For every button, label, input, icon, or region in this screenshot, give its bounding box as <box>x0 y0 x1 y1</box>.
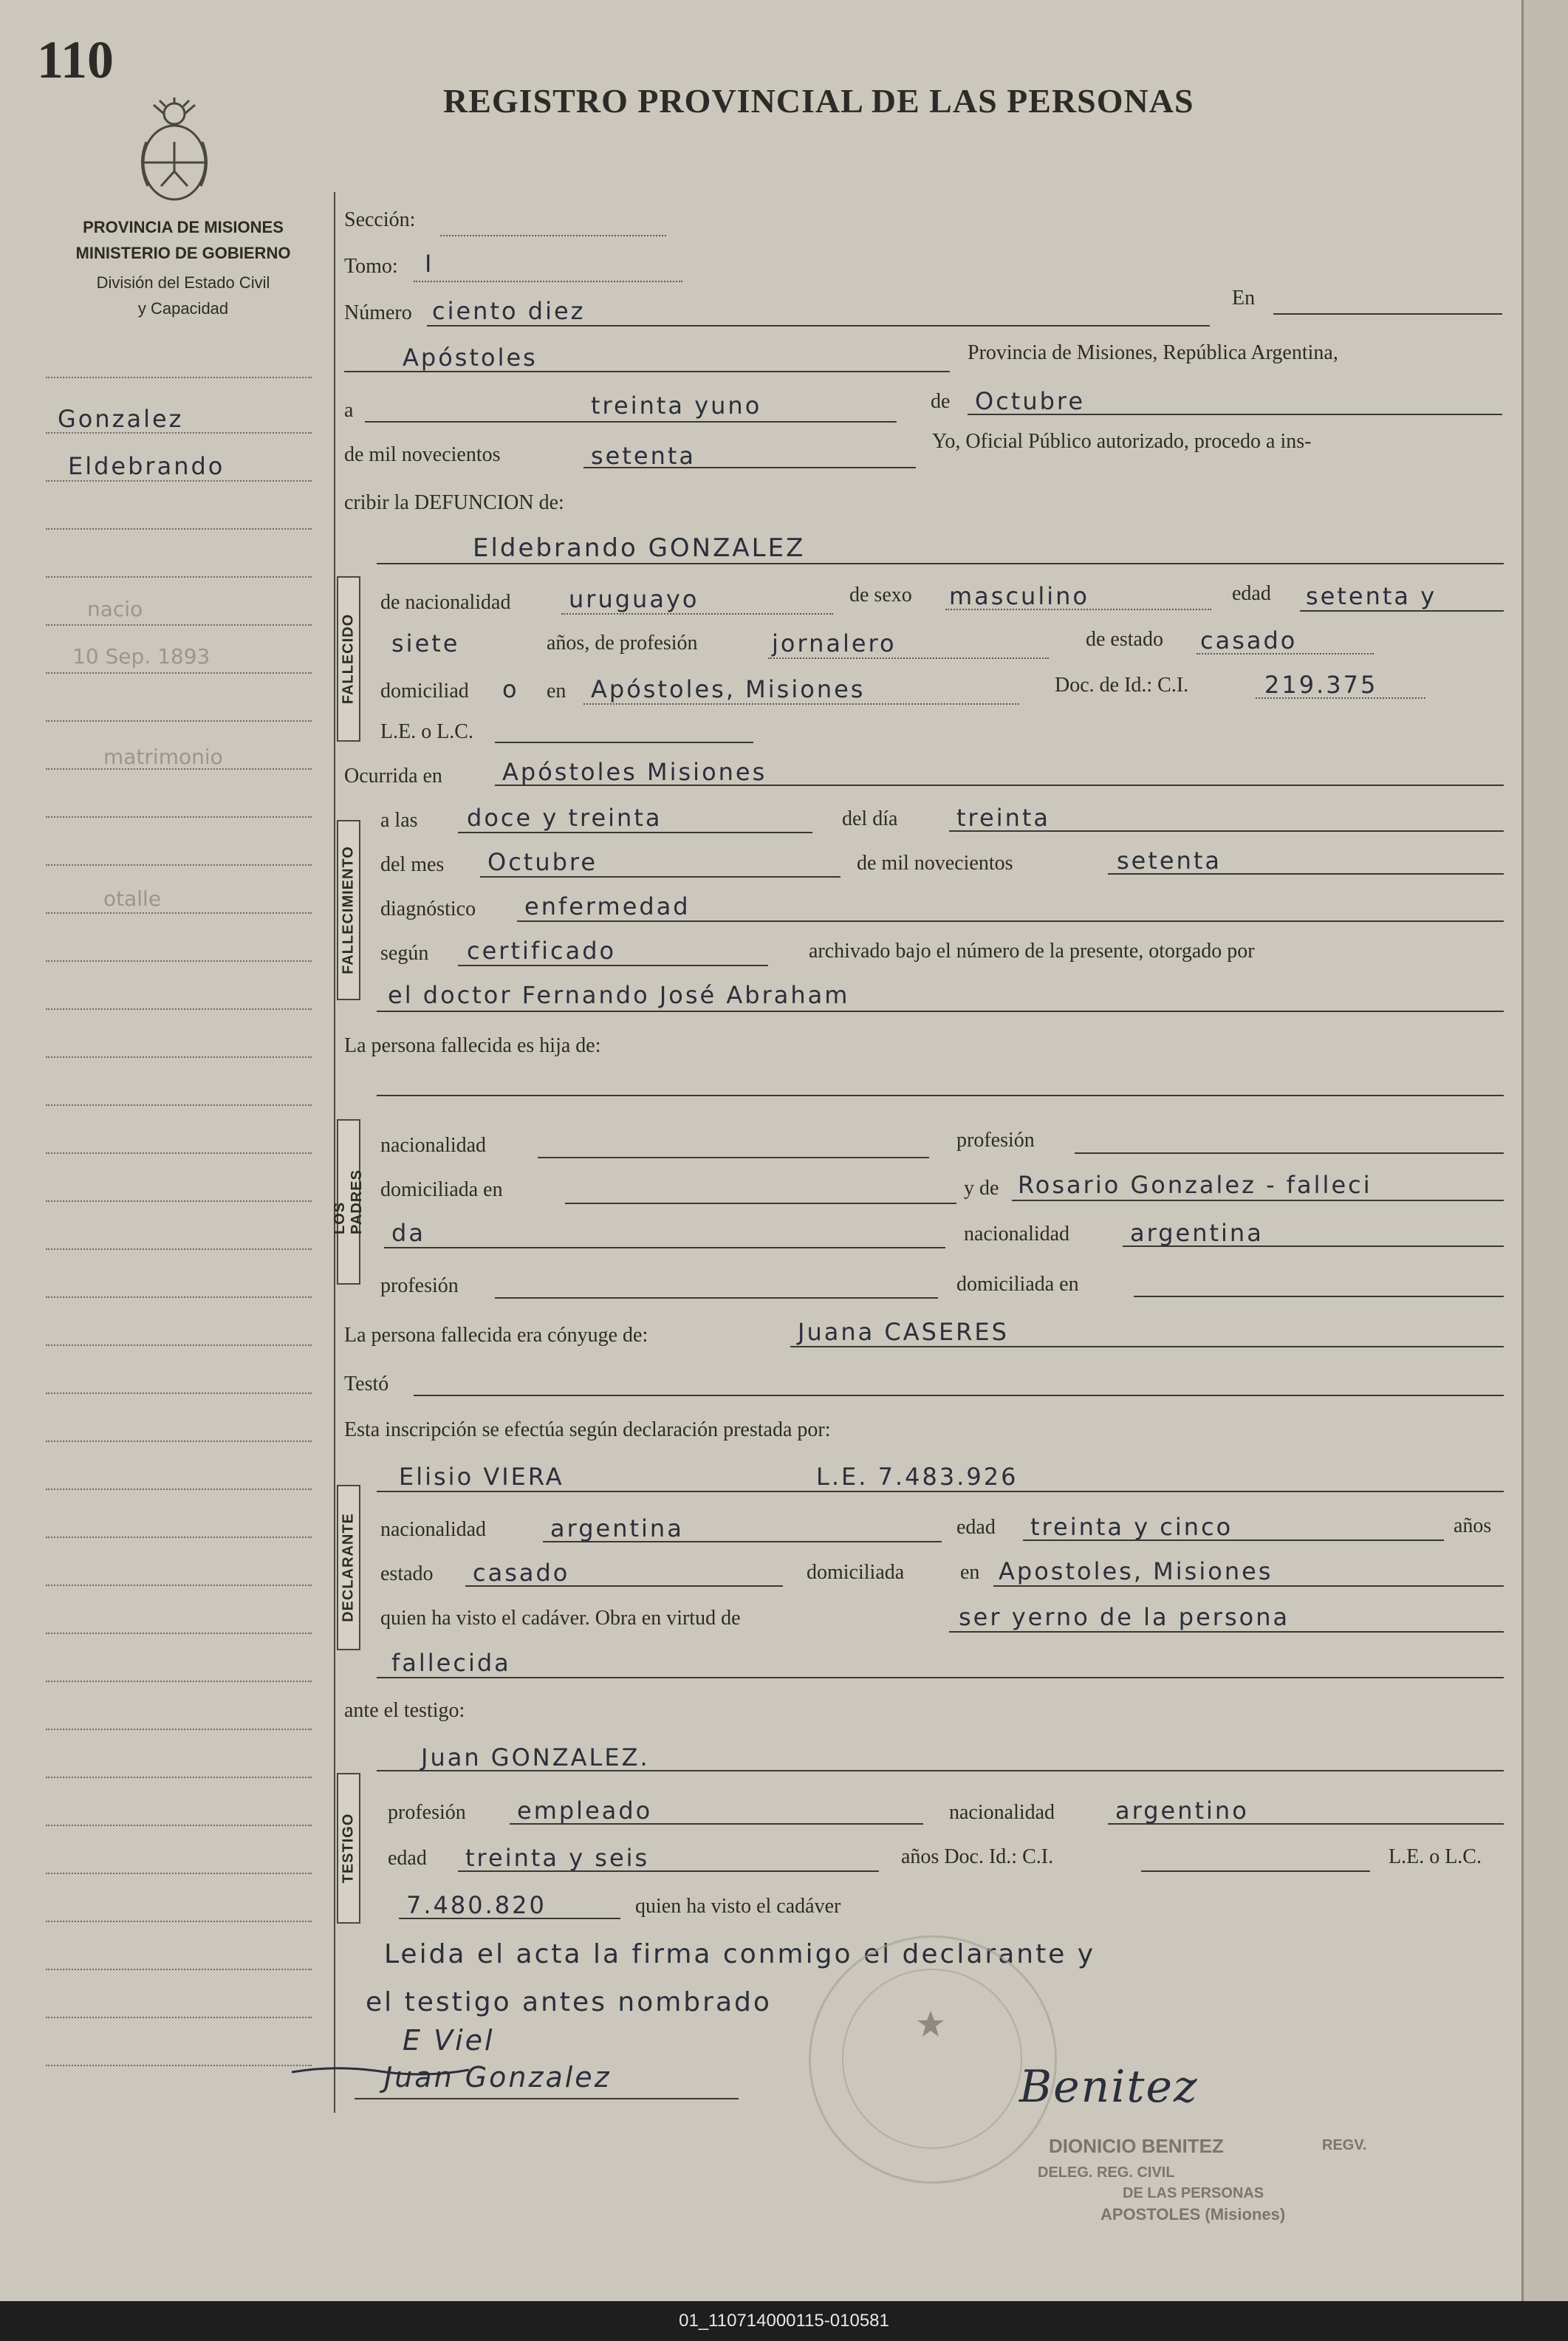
testigo-name: Juan GONZALEZ. <box>421 1743 650 1771</box>
hora-label: a las <box>380 809 418 832</box>
fallecido-estado-value: casado <box>1200 626 1298 655</box>
mother-value2: da <box>391 1219 425 1247</box>
stamp-line-2: DELEG. REG. CIVIL <box>1038 2164 1175 2181</box>
declarante-signature: E Viel <box>403 2024 495 2057</box>
declarante-en-label: en <box>960 1561 980 1584</box>
stamp-star-icon <box>916 2009 945 2039</box>
declarante-domicilio-value: Apostoles, Misiones <box>999 1557 1273 1585</box>
declarante-nacionalidad-value: argentina <box>550 1514 684 1542</box>
testigo-doc-value: 7.480.820 <box>406 1891 547 1919</box>
testo-label: Testó <box>344 1373 389 1395</box>
margin-surname: Gonzalez <box>58 405 184 433</box>
testigo-cadaver-text: quien ha visto el cadáver <box>635 1895 841 1918</box>
segun-label: según <box>380 942 429 965</box>
fallecido-sexo-value: masculino <box>949 582 1089 610</box>
padres-tag: LOS PADRES <box>337 1119 360 1285</box>
seccion-label: Sección: <box>344 208 416 231</box>
anio-value: setenta <box>1117 847 1222 875</box>
letterhead-capacity: y Capacidad <box>137 299 229 318</box>
margin-faint-marriage: matrimonio <box>103 745 223 769</box>
page-number: 110 <box>37 30 114 89</box>
closing-line-2: el testigo antes nombrado <box>366 1987 772 2017</box>
declarante-anios-label: años <box>1454 1514 1492 1537</box>
stamp-line-4: APOSTOLES (Misiones) <box>1100 2205 1286 2224</box>
hora-value: doce y treinta <box>467 804 663 832</box>
a-label: a <box>344 399 354 422</box>
stamp-suffix: REGV. <box>1322 2137 1367 2153</box>
fallecido-anios-profesion-label: años, de profesión <box>547 632 698 655</box>
document-title: REGISTRO PROVINCIAL DE LAS PERSONAS <box>443 82 1194 120</box>
declarante-estado-label: estado <box>380 1562 434 1585</box>
stamp-line-3: DE LAS PERSONAS <box>1123 2185 1264 2201</box>
segun-value: certificado <box>467 937 617 965</box>
ocurrida-value: Apóstoles Misiones <box>502 758 767 786</box>
fallecido-sexo-label: de sexo <box>849 584 912 606</box>
declarante-edad-value: treinta y cinco <box>1030 1513 1233 1541</box>
margin-faint-birthdate: 10 Sep. 1893 <box>72 644 210 669</box>
closing-line-1: Leida el acta la firma conmigo el declarante y <box>384 1939 1096 1969</box>
margin-faint-birth: nacio <box>87 597 143 621</box>
coat-of-arms-icon <box>131 98 217 207</box>
padres-nacionalidad-label: nacionalidad <box>380 1134 487 1157</box>
archivado-text: archivado bajo el número de la presente, otorgado por <box>809 940 1255 963</box>
conyuge-label: La persona fallecida era cónyuge de: <box>344 1324 648 1347</box>
testigo-nacionalidad-value: argentino <box>1115 1797 1249 1825</box>
fallecido-doc-value: 219.375 <box>1264 671 1378 699</box>
stamp-officer-name: DIONICIO BENITEZ <box>1049 2135 1224 2157</box>
declarante-edad-label: edad <box>956 1516 996 1539</box>
declarante-tag: DECLARANTE <box>337 1485 360 1650</box>
dia-label: del día <box>842 807 898 830</box>
testigo-tag: TESTIGO <box>337 1773 360 1924</box>
mother-value: Rosario Gonzalez - falleci <box>1018 1171 1372 1199</box>
fallecido-estado-label: de estado <box>1086 628 1163 651</box>
fallecido-edad-value: setenta y <box>1306 582 1437 610</box>
testigo-edad-label: edad <box>388 1847 427 1870</box>
diagnostico-label: diagnóstico <box>380 898 476 920</box>
padres-intro: La persona fallecida es hija de: <box>344 1034 601 1057</box>
margin-faint-detail: otalle <box>103 886 162 911</box>
letterhead-province: PROVINCIA DE MISIONES <box>83 218 284 236</box>
fallecido-le-label: L.E. o L.C. <box>380 720 473 743</box>
testigo-le-label: L.E. o L.C. <box>1389 1845 1482 1868</box>
fallecimiento-tag: FALLECIMIENTO <box>337 820 360 1000</box>
declarante-estado-value: casado <box>473 1559 570 1587</box>
padres-nacionalidad2-value: argentina <box>1130 1219 1264 1247</box>
deceased-name: Eldebrando GONZALEZ <box>473 533 806 563</box>
padres-nacionalidad2-label: nacionalidad <box>964 1223 1070 1245</box>
image-id-footer: 01_110714000115-010581 <box>0 2301 1568 2341</box>
fallecido-profesion-value: jornalero <box>772 629 897 657</box>
month-value: Octubre <box>975 387 1086 415</box>
letterhead-ministry: MINISTERIO DE GOBIERNO <box>75 244 291 262</box>
mes-value: Octubre <box>487 848 598 876</box>
doctor-value: el doctor Fernando José Abraham <box>388 981 850 1009</box>
conyuge-value: Juana CASERES <box>798 1318 1009 1346</box>
de-label: de <box>931 390 951 413</box>
anio-label: de mil novecientos <box>857 852 1013 875</box>
provincia-text: Provincia de Misiones, República Argentina, <box>968 341 1338 364</box>
year-label: de mil novecientos <box>344 443 501 466</box>
fallecido-edad-label: edad <box>1232 582 1271 605</box>
padres-domiciliada-label: domiciliada en <box>380 1178 503 1201</box>
tomo-label: Tomo: <box>344 255 398 278</box>
padres-profesion-label: profesión <box>956 1129 1035 1152</box>
diagnostico-value: enfermedad <box>524 892 691 920</box>
padres-domiciliada2-label: domiciliada en <box>956 1273 1079 1296</box>
testigo-nacionalidad-label: nacionalidad <box>949 1801 1055 1824</box>
inscribir-text: cribir la DEFUNCION de: <box>344 491 564 514</box>
en-label: En <box>1232 287 1256 310</box>
fallecido-nacionalidad-value: uruguayo <box>569 585 699 613</box>
declarante-virtud-value2: fallecida <box>391 1649 511 1677</box>
fallecido-en-label: en <box>547 680 566 703</box>
book-spine <box>1521 0 1568 2301</box>
padres-y-de-label: y de <box>964 1177 999 1200</box>
year-value: setenta <box>591 442 696 470</box>
declarante-name: Elisio VIERA <box>399 1463 564 1491</box>
official-stamp-inner-ring <box>842 1969 1022 2149</box>
declarante-domiciliada-label: domiciliada <box>807 1561 905 1584</box>
fallecido-domiciliado-suffix: o <box>502 675 519 703</box>
padres-profesion2-label: profesión <box>380 1274 459 1297</box>
officer-signature: Benitez <box>1019 2061 1199 2113</box>
fallecido-nacionalidad-label: de nacionalidad <box>380 591 511 614</box>
mes-label: del mes <box>380 853 445 876</box>
numero-label: Número <box>344 301 412 324</box>
fallecido-domicilio-value: Apóstoles, Misiones <box>591 675 866 703</box>
margin-given-name: Eldebrando <box>68 452 225 480</box>
fallecido-edad-value2: siete <box>391 629 460 657</box>
declarante-cadaver-text: quien ha visto el cadáver. Obra en virtud de <box>380 1607 741 1630</box>
testigo-profesion-value: empleado <box>517 1797 653 1825</box>
day-value: treinta yuno <box>591 392 762 420</box>
declarante-doc: L.E. 7.483.926 <box>816 1463 1018 1491</box>
testigo-ante-label: ante el testigo: <box>344 1699 465 1722</box>
fallecido-doc-label: Doc. de Id.: C.I. <box>1055 674 1189 697</box>
declaracion-text: Esta inscripción se efectúa según declaración prestada por: <box>344 1418 831 1441</box>
ocurrida-label: Ocurrida en <box>344 765 442 787</box>
tomo-value: I <box>425 250 434 278</box>
testigo-edad-value: treinta y seis <box>465 1844 650 1872</box>
declarante-nacionalidad-label: nacionalidad <box>380 1518 487 1541</box>
testigo-anios-doc-label: años Doc. Id.: C.I. <box>901 1845 1054 1868</box>
testigo-signature: Juan Gonzalez <box>384 2061 612 2094</box>
testigo-profesion-label: profesión <box>388 1801 466 1824</box>
fallecido-tag: FALLECIDO <box>337 576 360 742</box>
officer-text: Yo, Oficial Público autorizado, procedo a ins- <box>932 430 1312 453</box>
dia-value: treinta <box>956 804 1051 832</box>
place-value: Apóstoles <box>403 344 538 372</box>
declarante-virtud-value: ser yerno de la persona <box>959 1603 1290 1631</box>
fallecido-domiciliado-label: domiciliad <box>380 680 469 703</box>
letterhead-division: División del Estado Civil <box>96 273 270 292</box>
numero-value: ciento diez <box>432 297 586 325</box>
